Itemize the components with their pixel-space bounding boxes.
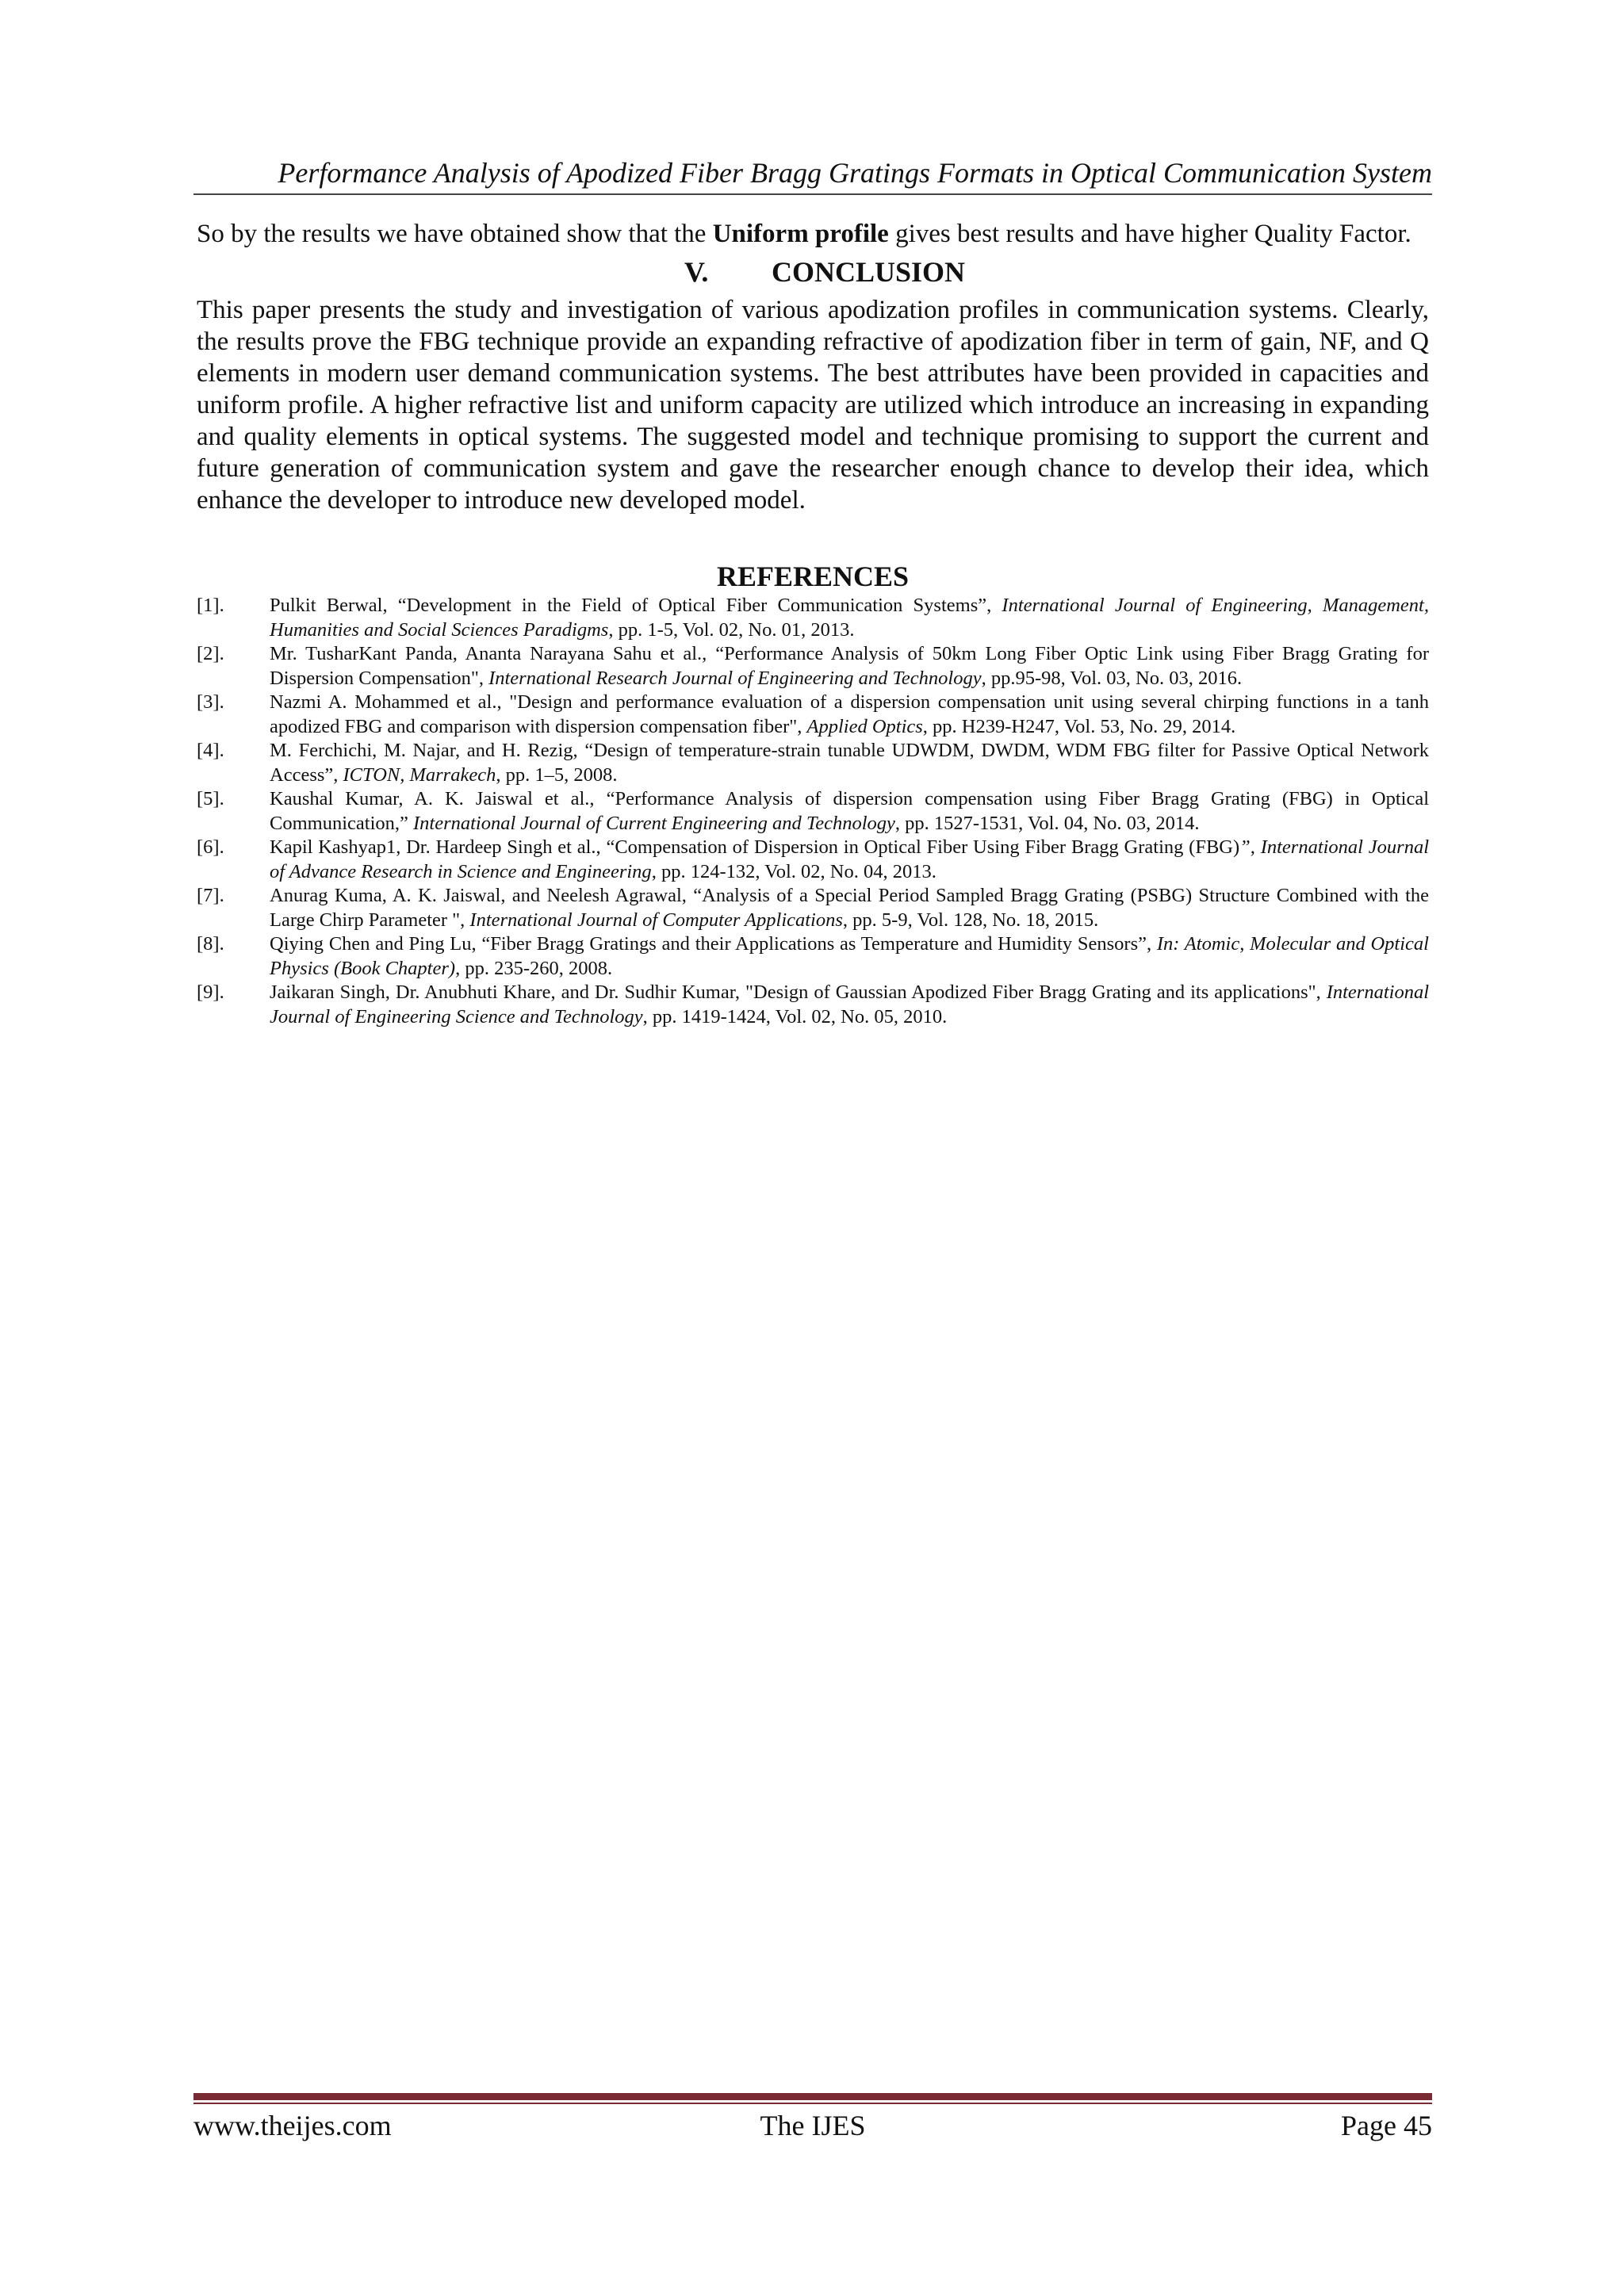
reference-text bbox=[270, 836, 1429, 884]
reference-text bbox=[270, 884, 1429, 932]
reference-authors-title: Qiying Chen and Ping Lu, “Fiber Bragg Gratings and their Applications as Temperature and Humidity Sensors”, bbox=[270, 933, 1157, 955]
reference-text bbox=[270, 787, 1429, 836]
conclusion-heading bbox=[197, 254, 1429, 289]
reference-source: International Journal of Current Engineering and Technology bbox=[413, 812, 895, 834]
reference-source: ICTON, Marrakech bbox=[343, 763, 496, 786]
running-header: Performance Analysis of Apodized Fiber Bragg Gratings Formats in Optical Communication System bbox=[193, 154, 1432, 195]
reference-number: [8]. bbox=[197, 933, 224, 955]
reference-number: [2]. bbox=[197, 643, 224, 664]
reference-item bbox=[197, 836, 1429, 884]
reference-details: , pp. 235-260, 2008. bbox=[455, 957, 613, 979]
reference-item bbox=[197, 739, 1429, 787]
reference-text bbox=[270, 739, 1429, 787]
footer-journal: The IJES bbox=[760, 2110, 866, 2141]
reference-authors-title: M. Ferchichi, M. Najar, and H. Rezig, “Design of temperature-strain tunable UDWDM, DWDM, WDM FBG filter for Passive Optical Network Access”, bbox=[270, 740, 1429, 786]
reference-number: [6]. bbox=[197, 836, 224, 858]
reference-authors-title: Kapil Kashyap1, Dr. Hardeep Singh et al., “Compensation of Dispersion in Optical Fiber Using Fiber Bragg Grating (FBG) bbox=[270, 836, 1240, 858]
reference-source: ”, International Journal of Advance Research in Science and Engineering bbox=[270, 836, 1429, 882]
reference-number: [4]. bbox=[197, 740, 224, 761]
reference-details: , pp. 1419-1424, Vol. 02, No. 05, 2010. bbox=[642, 1005, 948, 1027]
footer-website: www.theijes.com bbox=[193, 2110, 392, 2141]
reference-source: International Journal of Engineering, Management, Humanities and Social Sciences Paradigms bbox=[270, 595, 1429, 641]
reference-authors-title: Jaikaran Singh, Dr. Anubhuti Khare, and Dr. Sudhir Kumar, "Design of Gaussian Apodized Fiber Bragg Grating and its applications", bbox=[270, 982, 1327, 1003]
reference-item bbox=[197, 981, 1429, 1029]
footer-page-number: Page 45 bbox=[1341, 2110, 1432, 2141]
footer-rule bbox=[193, 2093, 1432, 2100]
section-number: V. bbox=[684, 256, 709, 288]
reference-number: [7]. bbox=[197, 885, 224, 906]
reference-source: Applied Optics bbox=[806, 715, 923, 737]
reference-details: , pp. 1–5, 2008. bbox=[496, 763, 618, 786]
reference-text bbox=[270, 642, 1429, 691]
reference-authors-title: Nazmi A. Mohammed et al., "Design and performance evaluation of a dispersion compensation unit using several chirping functions in a tanh apodized FBG and comparison with dispersion compensation fiber", bbox=[270, 691, 1429, 737]
reference-authors-title: Mr. TusharKant Panda, Ananta Narayana Sahu et al., “Performance Analysis of 50km Long Fiber Optic Link using Fiber Bragg Grating for Dispersion Compensation", bbox=[270, 643, 1429, 689]
reference-authors-title: Kaushal Kumar, A. K. Jaiswal et al., “Performance Analysis of dispersion compensation using Fiber Bragg Grating (FBG) in Optical Communication,” bbox=[270, 788, 1429, 834]
footer-rule-thin bbox=[193, 2103, 1432, 2104]
reference-details: , pp.95-98, Vol. 03, No. 03, 2016. bbox=[981, 667, 1243, 689]
reference-details: , pp. 124-132, Vol. 02, No. 04, 2013. bbox=[651, 860, 936, 882]
reference-number: [9]. bbox=[197, 982, 224, 1003]
reference-number: [3]. bbox=[197, 691, 224, 713]
reference-number: [5]. bbox=[197, 788, 224, 809]
reference-source: International Journal of Engineering Science and Technology bbox=[270, 982, 1429, 1027]
intro-paragraph bbox=[197, 218, 1429, 250]
reference-item bbox=[197, 642, 1429, 691]
reference-details: , pp. 1-5, Vol. 02, No. 01, 2013. bbox=[608, 618, 855, 641]
reference-list bbox=[197, 594, 1429, 1029]
conclusion-paragraph: This paper presents the study and investigation of various apodization profiles in communication systems. Clearly, the results prove the FBG technique provide an expanding refractive of apodization fiber in term of gain, NF, and Q elements in modern user demand communication systems. The best attributes have been provided in capacities and uniform profile. A higher refractive list and uniform capacity are utilized which introduce an increasing in expanding and quality elements in optical systems. The suggested model and technique promising to support the current and future generation of communication system and gave the researcher enough chance to develop their idea, which enhance the developer to introduce new developed model. bbox=[197, 296, 1429, 515]
reference-source: International Journal of Computer Applications bbox=[469, 909, 843, 931]
reference-text bbox=[270, 981, 1429, 1029]
reference-details: , pp. H239-H247, Vol. 53, No. 29, 2014. bbox=[922, 715, 1236, 737]
reference-source: In: Atomic, Molecular and Optical Physics (Book Chapter) bbox=[270, 933, 1429, 979]
page-content bbox=[197, 218, 1429, 1029]
intro-text-after: gives best results and have higher Quality Factor. bbox=[888, 220, 1411, 248]
reference-source: International Research Journal of Engineering and Technology bbox=[488, 667, 982, 689]
reference-item bbox=[197, 787, 1429, 836]
reference-item bbox=[197, 691, 1429, 739]
reference-details: , pp. 1527-1531, Vol. 04, No. 03, 2014. bbox=[894, 812, 1200, 834]
intro-text-before: So by the results we have obtained show that the bbox=[197, 220, 713, 248]
reference-item bbox=[197, 594, 1429, 642]
reference-number: [1]. bbox=[197, 595, 224, 616]
reference-authors-title: Anurag Kuma, A. K. Jaiswal, and Neelesh Agrawal, “Analysis of a Special Period Sampled Bragg Grating (PSBG) Structure Combined with the Large Chirp Parameter ", bbox=[270, 885, 1429, 931]
reference-text bbox=[270, 691, 1429, 739]
reference-item bbox=[197, 884, 1429, 932]
reference-authors-title: Pulkit Berwal, “Development in the Field of Optical Fiber Communication Systems”, bbox=[270, 595, 1002, 616]
page-footer bbox=[193, 2107, 1432, 2144]
section-title: CONCLUSION bbox=[771, 256, 966, 288]
reference-text bbox=[270, 594, 1429, 642]
reference-details: , pp. 5-9, Vol. 128, No. 18, 2015. bbox=[842, 909, 1099, 931]
references-heading: REFERENCES bbox=[716, 561, 910, 592]
reference-text bbox=[270, 932, 1429, 981]
intro-bold-text: Uniform profile bbox=[712, 220, 889, 248]
reference-item bbox=[197, 932, 1429, 981]
